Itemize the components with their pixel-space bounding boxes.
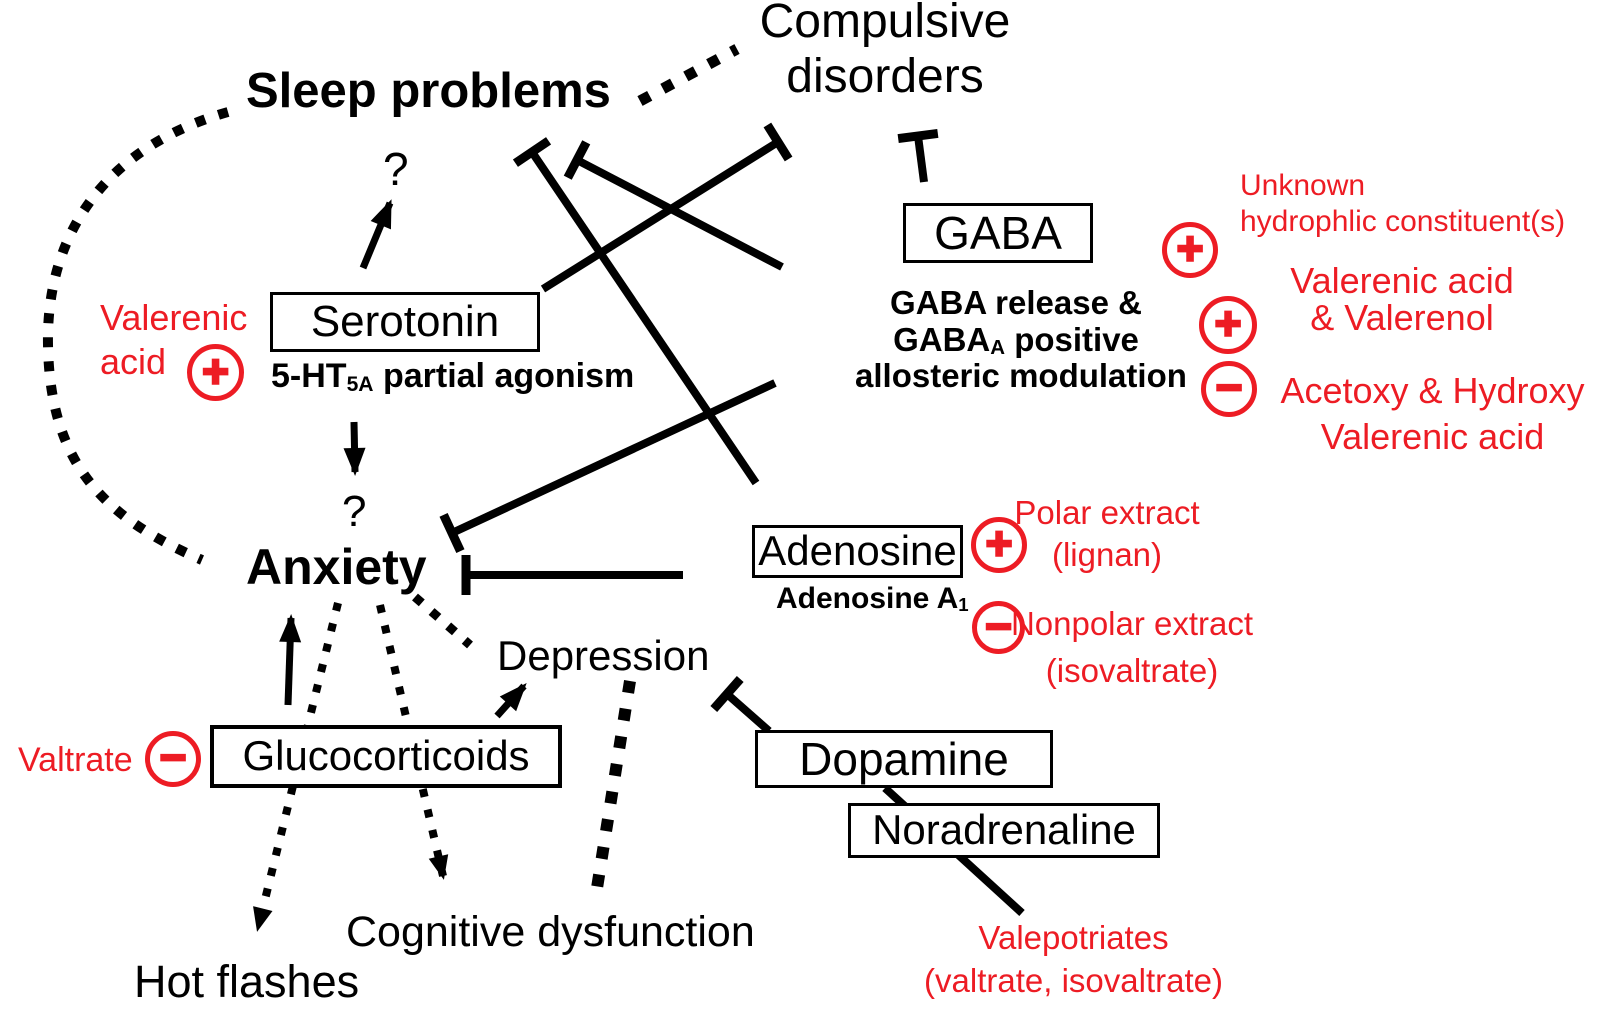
- node-serotonin-box: [270, 292, 540, 352]
- compulsive-line2: disorders: [786, 50, 984, 103]
- serotonin-mechanism-note: $5-HT_{5A}$ partial agonism: [271, 357, 635, 396]
- edge-anxiety-depression-dotted: [415, 597, 470, 645]
- gaba-mechanism-note: GABA release & $GABA_A$ positive allosteric modulation: [855, 284, 1187, 394]
- adenosine-mechanism-note: Adenosine $A_1$: [776, 582, 969, 616]
- noradrenaline-label: Noradrenaline: [872, 806, 1136, 854]
- question-mark-mid: ?: [342, 487, 367, 536]
- edge-glucocorticoids-to-anxiety-arrow: [288, 618, 291, 705]
- serotonin-label: Serotonin: [310, 296, 500, 346]
- node-depression: Depression: [497, 632, 710, 679]
- plus-circle-valerenic-acid: +: [187, 344, 244, 401]
- plus-circle-valerenic-valerenol: +: [1199, 296, 1257, 354]
- modulator-acetoxy-hydroxy: Acetoxy & Hydroxy Valerenic acid: [1280, 370, 1585, 457]
- edge-gaba-inhibits-compulsive: [918, 136, 924, 182]
- node-noradrenaline-box: [848, 803, 1160, 858]
- node-glucocorticoids-box: [210, 725, 562, 788]
- edge-adenosine-inhibits-sleep: [532, 152, 756, 483]
- minus-circle-acetoxy-hydroxy: −: [1201, 361, 1257, 417]
- node-anxiety: Anxiety: [246, 539, 427, 595]
- node-gaba-box: [903, 203, 1093, 263]
- modulator-valtrate: Valtrate: [18, 741, 133, 779]
- node-cognitive-dysfunction: Cognitive dysfunction: [346, 908, 755, 956]
- plus-circle-polar-extract: +: [971, 517, 1027, 573]
- modulator-valerenic-valerenol: Valerenic acid & Valerenol: [1290, 260, 1514, 338]
- gaba-label: GABA: [934, 206, 1062, 259]
- question-mark-top: ?: [383, 143, 409, 195]
- edge-dopamine-inhibits-depression: [727, 694, 769, 731]
- node-compulsive-disorders: [700, 0, 1070, 104]
- node-dopamine-box: [755, 730, 1053, 788]
- glucocorticoids-label: Glucocorticoids: [242, 732, 530, 780]
- compulsive-line1: Compulsive: [759, 0, 1011, 48]
- adenosine-label: Adenosine: [758, 527, 957, 575]
- edge-gaba-inhibits-anxiety: [452, 383, 775, 533]
- node-adenosine-box: [752, 525, 963, 578]
- node-hot-flashes: Hot flashes: [134, 956, 360, 1007]
- minus-circle-valtrate: −: [145, 731, 201, 787]
- edge-depression-cognitive-dotted: [597, 681, 630, 888]
- modulator-unknown-hydrophilic: Unknown hydrophlic constituent(s): [1240, 169, 1566, 238]
- node-sleep-problems: Sleep problems: [246, 64, 611, 118]
- edge-serotonin-to-question-mid-arrow: [354, 422, 355, 472]
- dopamine-label: Dopamine: [799, 732, 1009, 785]
- edge-glucocorticoids-to-depression-arrow: [497, 686, 524, 716]
- modulator-nonpolar-extract: Nonpolar extract (isovaltrate): [1010, 605, 1254, 689]
- modulator-valepotriates: Valepotriates (valtrate, isovaltrate): [924, 919, 1223, 999]
- edge-serotonin-to-question-top-arrow: [363, 203, 390, 268]
- modulator-valerenic-acid: Valerenic acid: [100, 297, 248, 382]
- minus-circle-nonpolar-extract: −: [972, 601, 1025, 654]
- plus-circle-unknown-hydrophilic: +: [1162, 222, 1218, 278]
- modulator-polar-extract: Polar extract (lignan): [1014, 494, 1200, 573]
